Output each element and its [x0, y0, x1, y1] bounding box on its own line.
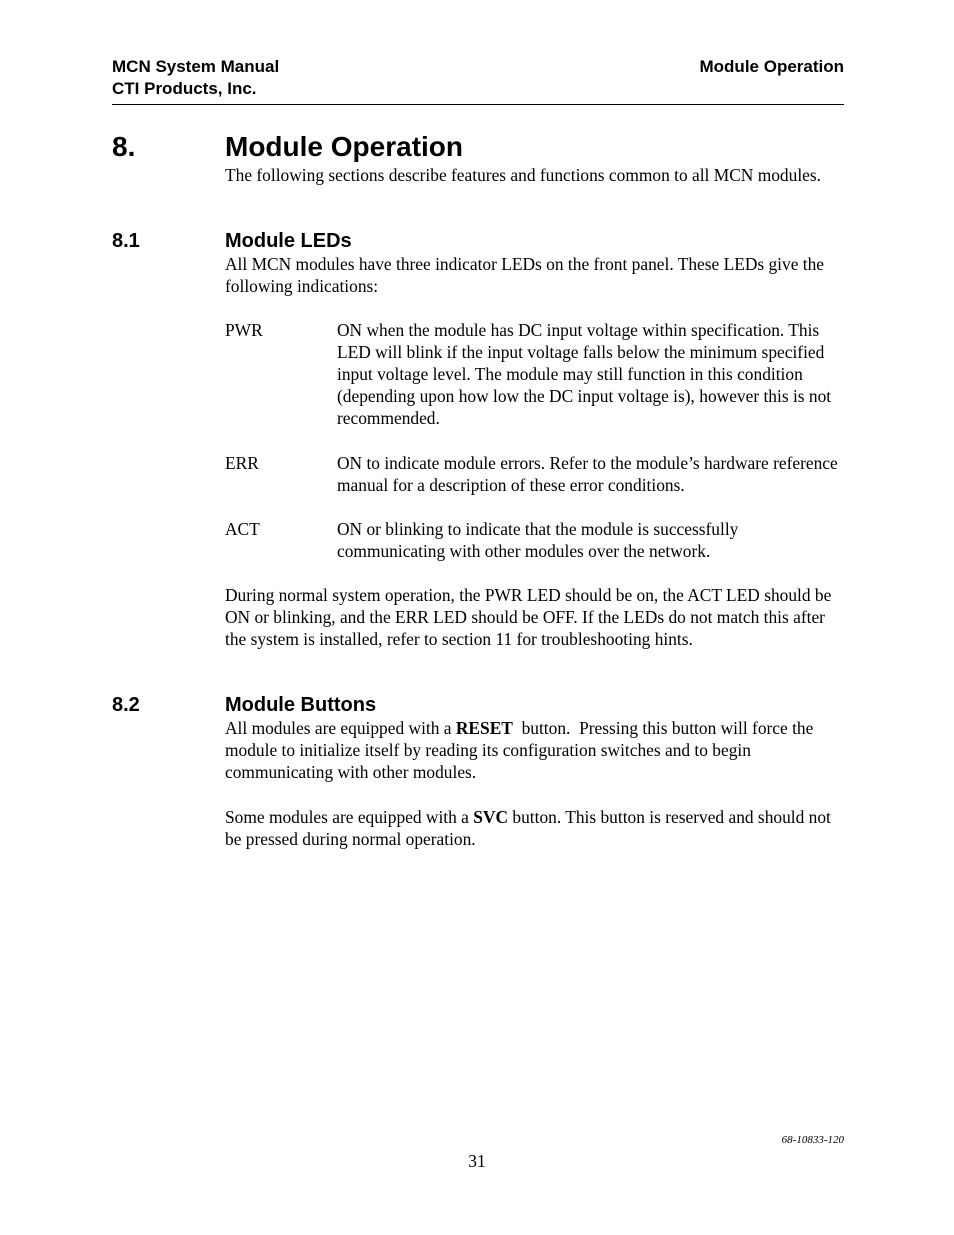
svc-text-before: Some modules are equipped with a	[225, 807, 474, 827]
document-number: 68-10833-120	[781, 1134, 844, 1146]
page-number: 31	[468, 1151, 486, 1171]
page-header	[112, 56, 844, 105]
svc-text-after: button. This button is reserved and should not be pressed during normal operation.	[225, 807, 831, 849]
led-desc-act: ON or blinking to indicate that the module is successfully communicating with other modules over the network.	[337, 519, 739, 561]
section-8-1-closing: During normal system operation, the PWR LED should be on, the ACT LED should be ON or blinking, and the ERR LED should be OFF. If the LEDs do not match this after the system is installed, refer to section 11 for troubleshooting hints.	[225, 585, 832, 649]
reset-text-before: All modules are equipped with a	[225, 718, 456, 738]
section-8-2-number: 8.2	[112, 694, 140, 716]
led-label-err: ERR	[225, 453, 259, 473]
header-chapter: Module Operation	[699, 57, 844, 76]
section-8-2-title: Module Buttons	[225, 694, 377, 716]
section-8-2-reset-paragraph	[225, 717, 845, 783]
svc-button-name: SVC	[473, 807, 509, 827]
reset-text-after: button. Pressing this button will force the module to initialize itself by reading its configuration switches and to begin communicating with other modules.	[225, 718, 818, 782]
reset-button-name: RESET	[455, 718, 513, 738]
section-8-1-title: Module LEDs	[225, 230, 352, 252]
section-8-title: Module Operation	[225, 131, 463, 162]
header-manual-title: MCN System Manual	[112, 57, 280, 76]
header-company: CTI Products, Inc.	[112, 79, 257, 98]
section-8-1-intro: All MCN modules have three indicator LEDs on the front panel. These LEDs give the following indications:	[225, 254, 825, 296]
section-8-2-svc-paragraph	[225, 806, 845, 850]
led-label-pwr: PWR	[225, 320, 263, 340]
section-8-intro: The following sections describe features and functions common to all MCN modules.	[225, 165, 821, 185]
led-desc-pwr: ON when the module has DC input voltage within specification. This LED will blink if the input voltage falls below the minimum specified input voltage level. The module may still function in this condition (depending upon how low the DC input voltage is), however this is not recommended.	[337, 320, 832, 428]
led-desc-err: ON to indicate module errors. Refer to the module’s hardware reference manual for a description of these error conditions.	[337, 453, 838, 495]
section-8-number: 8.	[112, 131, 136, 162]
led-label-act: ACT	[225, 519, 260, 539]
section-8-1-number: 8.1	[112, 230, 140, 252]
